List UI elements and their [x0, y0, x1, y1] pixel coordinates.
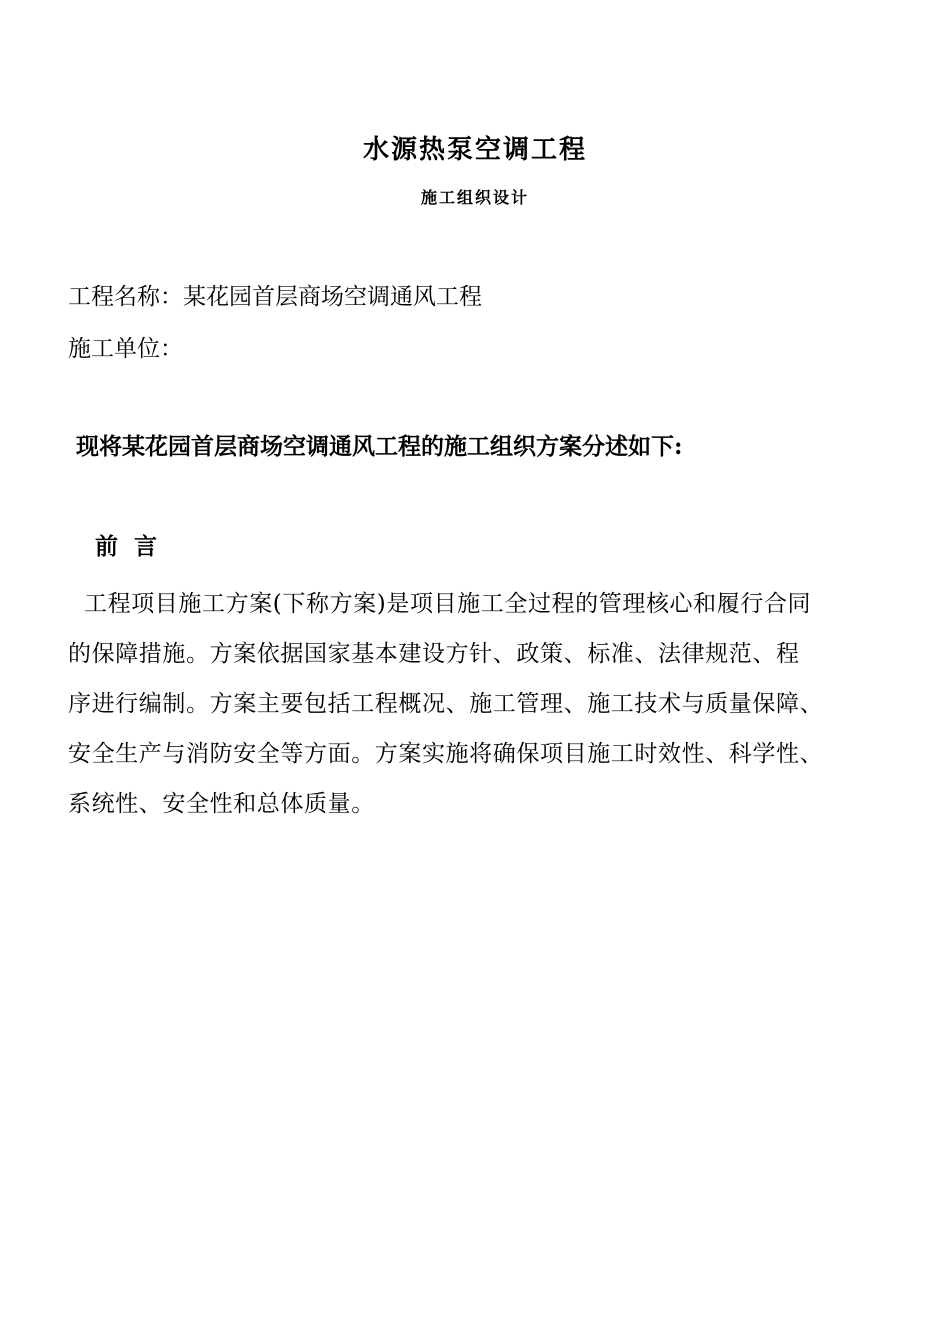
project-name-line: 工程名称：某花园首层商场空调通风工程 [68, 284, 482, 310]
paragraph-line: 工程项目施工方案(下称方案)是项目施工全过程的管理核心和履行合同 [84, 591, 812, 617]
paragraph-line: 系统性、安全性和总体质量。 [68, 791, 375, 817]
paragraph-line: 的保障措施。方案依据国家基本建设方针、政策、标准、法律规范、程 [68, 641, 800, 667]
document-title: 水源热泵空调工程 [362, 135, 587, 165]
preface-paragraph [68, 579, 898, 829]
document-subtitle: 施工组织设计 [420, 188, 529, 207]
paragraph-line: 序进行编制。方案主要包括工程概况、施工管理、施工技术与质量保障、 [68, 691, 824, 717]
contractor-line: 施工单位： [68, 336, 183, 362]
section-heading-preface: 前言 [95, 533, 173, 560]
intro-statement: 现将某花园首层商场空调通风工程的施工组织方案分述如下: [76, 433, 683, 460]
paragraph-line: 安全生产与消防安全等方面。方案实施将确保项目施工时效性、科学性、 [68, 741, 824, 767]
